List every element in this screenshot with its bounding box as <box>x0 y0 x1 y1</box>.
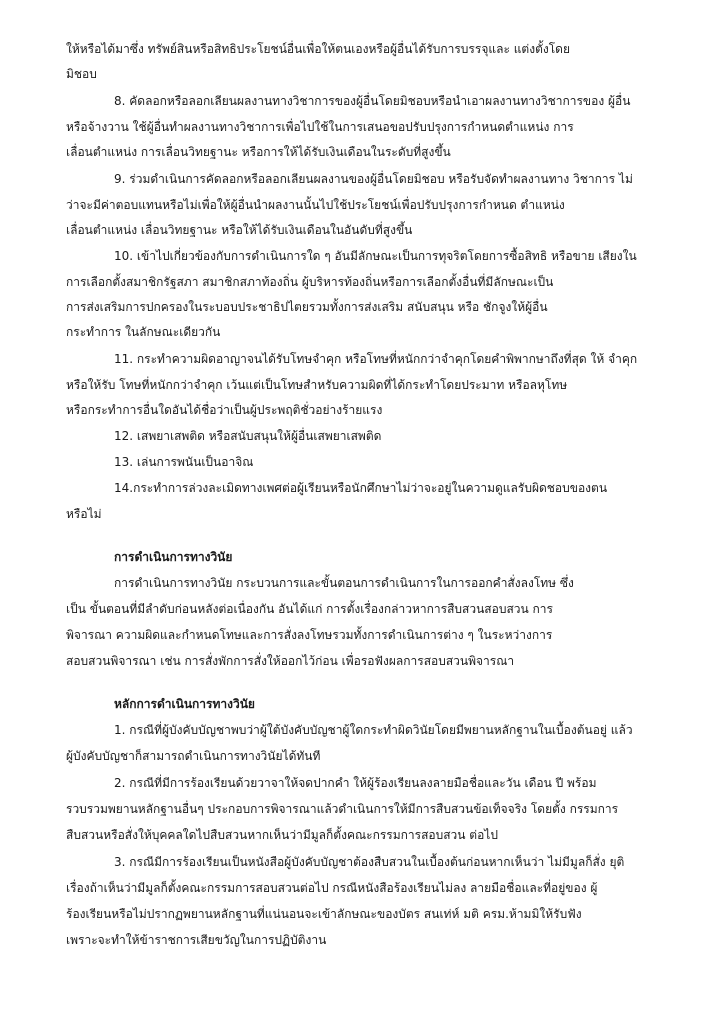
text-line: การเลือกตั้งสมาชิกรัฐสภา สมาชิกสภาท้องถิ่น ผู้บริหารท้องถิ่นหรือการเลือกตั้งอื่นที่มีลักษณะเป็น <box>66 275 554 289</box>
text-line: ว่าจะมีค่าตอบแทนหรือไม่เพื่อให้ผู้อื่นนำผลงานนั้นไปใช้ประโยชน์เพื่อปรับปรุงการกำหนด ตำแหน่ง <box>66 198 565 212</box>
text-line: 2. กรณีที่มีการร้องเรียนด้วยวาจาให้จดปากคำ ให้ผู้ร้องเรียนลงลายมือชื่อและวัน เดือน ปี พร้อม <box>114 776 597 790</box>
text-line: พิจารณา ความผิดและกำหนดโทษและการสั่งลงโทษรวมทั้งการดำเนินการต่าง ๆ ในระหว่างการ <box>66 628 553 642</box>
text-line: รวบรวมพยานหลักฐานอื่นๆ ประกอบการพิจารณาแล้วดำเนินการให้มีการสืบสวนข้อเท็จจริง โดยตั้ง กรรมการ <box>66 802 619 816</box>
text-line: ผู้บังคับบัญชาก็สามารถดำเนินการทางวินัยได้ทันที <box>66 749 321 763</box>
text-line: การส่งเสริมการปกครองในระบอบประชาธิปไตยรวมทั้งการส่งเสริม สนับสนุน หรือ ชักจูงให้ผู้อื่น <box>66 300 548 314</box>
text-line: กระทำการ ในลักษณะเดียวกัน <box>66 325 221 339</box>
text-line: สอบสวนพิจารณา เช่น การสั่งพักการสั่งให้ออกไว้ก่อน เพื่อรอฟังผลการสอบสวนพิจารณา <box>66 654 515 668</box>
text-line: 10. เข้าไปเกี่ยวข้องกับการดำเนินการใด ๆ อันมีลักษณะเป็นการทุจริตโดยการซื้อสิทธิ หรือขาย เสียงใน <box>114 249 637 263</box>
text-line: เลื่อนตำแหน่ง เลื่อนวิทยฐานะ หรือให้ได้รับเงินเดือนในอันดับที่สูงขึ้น <box>66 223 413 237</box>
text-line: 1. กรณีที่ผู้บังคับบัญชาพบว่าผู้ใต้บังคับบัญชาผู้ใดกระทำผิดวินัยโดยมีพยานหลักฐานในเบื้องต้นอยู่ แล้ว <box>114 723 633 737</box>
text-line: ให้หรือได้มาซึ่ง ทรัพย์สินหรือสิทธิประโยชน์อื่นเพื่อให้ตนเองหรือผู้อื่นได้รับการบรรจุและ แต่งตั้งโดย <box>66 42 571 56</box>
text-line: 8. คัดลอกหรือลอกเลียนผลงานทางวิชาการของผู้อื่นโดยมิชอบหรือนำเอาผลงานทางวิชาการของ ผู้อื่น <box>114 94 631 108</box>
text-line: 11. กระทำความผิดอาญาจนได้รับโทษจำคุก หรือโทษที่หนักกว่าจำคุกโดยคำพิพากษาถึงที่สุด ให้ จำคุก <box>114 352 638 366</box>
text-line: เพราะจะทำให้ข้าราชการเสียขวัญในการปฏิบัติงาน <box>66 933 327 947</box>
text-line: หรือกระทำการอื่นใดอันได้ชื่อว่าเป็นผู้ประพฤติชั่วอย่างร้ายแรง <box>66 403 383 417</box>
text-line: หรือให้รับ โทษที่หนักกว่าจำคุก เว้นแต่เป็นโทษสำหรับความผิดที่ได้กระทำโดยประมาท หรือลหุโทษ <box>66 378 568 392</box>
text-line: ร้องเรียนหรือไม่ปรากฏพยานหลักฐานที่แน่นอนจะเข้าลักษณะของบัตร สนเท่ห์ มติ ครม.ห้ามมิให้รับฟัง <box>66 907 582 921</box>
text-line: 3. กรณีมีการร้องเรียนเป็นหนังสือผู้บังคับบัญชาต้องสืบสวนในเบื้องต้นก่อนหากเห็นว่า ไม่มีมูลก็สั่ง ยุติ <box>114 855 625 869</box>
text-line: เรื่องถ้าเห็นว่ามีมูลก็ตั้งคณะกรรมการสอบสวนต่อไป กรณีหนังสือร้องเรียนไม่ลง ลายมือชื่อและที่อยู่ของ ผู้ <box>66 881 598 895</box>
text-line: 13. เล่นการพนันเป็นอาจิณ <box>114 455 254 469</box>
text-line: 9. ร่วมดำเนินการคัดลอกหรือลอกเลียนผลงานของผู้อื่นโดยมิชอบ หรือรับจัดทำผลงานทาง วิชาการ ไม่ <box>114 172 633 186</box>
section-heading: หลักการดำเนินการทางวินัย <box>114 697 255 711</box>
text-line: เลื่อนตำแหน่ง การเลื่อนวิทยฐานะ หรือการให้ได้รับเงินเดือนในระดับที่สูงขึ้น <box>66 145 451 159</box>
section-heading: การดำเนินการทางวินัย <box>114 550 233 564</box>
text-line: การดำเนินการทางวินัย กระบวนการและขั้นตอนการดำเนินการในการออกคำสั่งลงโทษ ซึ่ง <box>114 576 574 590</box>
text-line: หรือไม่ <box>66 507 102 521</box>
text-line: หรือจ้างวาน ใช้ผู้อื่นทำผลงานทางวิชาการเพื่อไปใช้ในการเสนอขอปรับปรุงการกำหนดตำแหน่ง การ <box>66 120 574 134</box>
text-line: เป็น ขั้นตอนที่มีลำดับก่อนหลังต่อเนื่องกัน อันได้แก่ การตั้งเรื่องกล่าวหาการสืบสวนสอบสวน การ <box>66 602 553 616</box>
text-line: มิชอบ <box>66 67 97 81</box>
text-line: สืบสวนหรือสั่งให้บุคคลใดไปสืบสวนหากเห็นว่ามีมูลก็ตั้งคณะกรรมการสอบสวน ต่อไป <box>66 828 498 842</box>
text-line: 12. เสพยาเสพติด หรือสนับสนุนให้ผู้อื่นเสพยาเสพติด <box>114 429 382 443</box>
text-line: 14.กระทำการล่วงละเมิดทางเพศต่อผู้เรียนหรือนักศึกษาไม่ว่าจะอยู่ในความดูแลรับผิดชอบของตน <box>114 481 608 495</box>
